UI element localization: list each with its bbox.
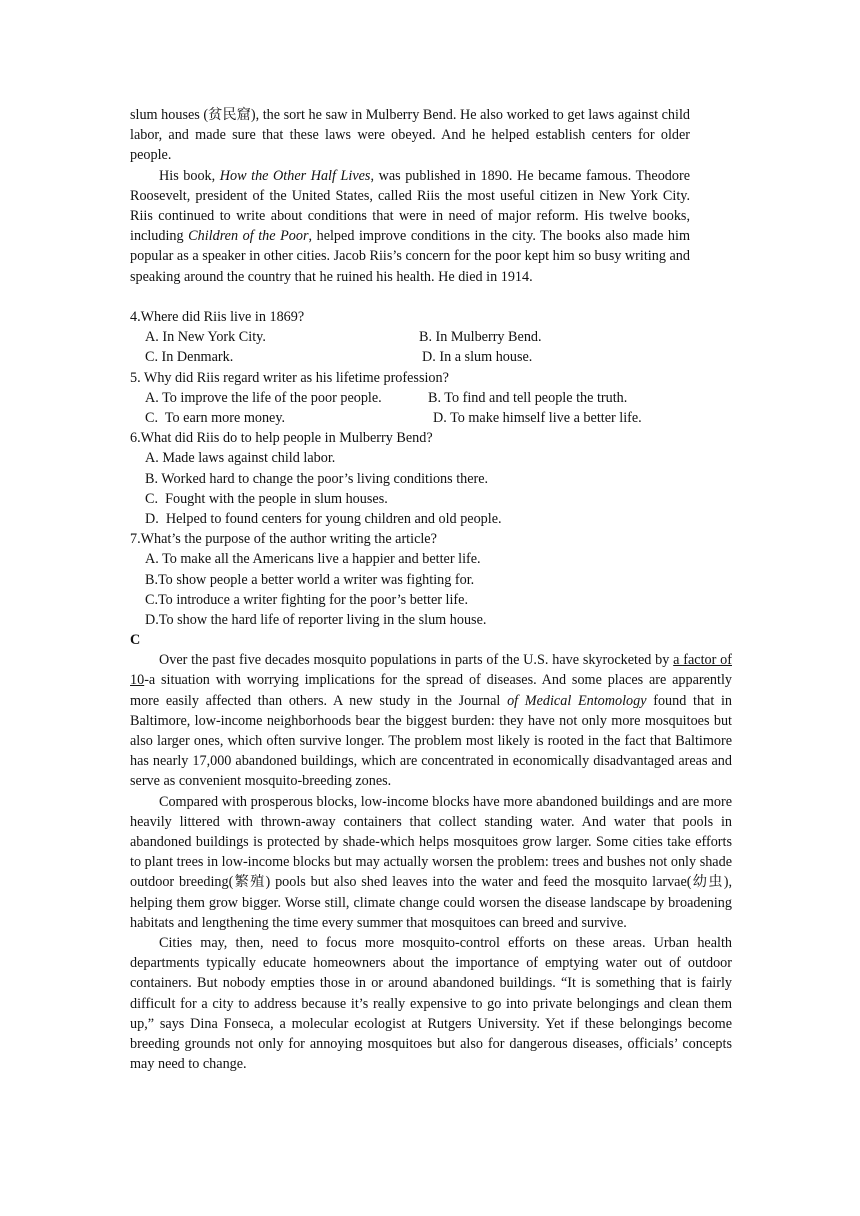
question-stem: 6.What did Riis do to help people in Mulberry Bend? bbox=[130, 430, 433, 447]
journal-title: of Medical Entomology bbox=[507, 692, 647, 709]
option-row bbox=[130, 408, 730, 428]
option[interactable]: B. Worked hard to change the poor’s living conditions there. bbox=[145, 470, 489, 487]
option[interactable]: D. In a slum house. bbox=[422, 349, 533, 366]
option[interactable]: B.To show people a better world a writer was fighting for. bbox=[145, 571, 475, 588]
paragraph: Compared with prosperous blocks, low-income blocks have more abandoned buildings and are more heavily littered with thrown-away containers that collect standing water. And water that pools in abandoned buildings is protected by shade-which helps mosquitoes grow larger. Some cities take efforts to plant trees in low-income blocks but may actually worsen the problem: trees and bushes not only shade outdoor breeding(繁殖) pools but also shed leaves into the water and feed the mosquito larvae(幼虫), helping them grow bigger. Worse still, climate change could worsen the disease landscape by broadening habitats and lengthening the time every summer that mosquitoes can breed and survive. bbox=[130, 793, 732, 931]
option[interactable]: B. In Mulberry Bend. bbox=[419, 329, 542, 346]
paragraph: slum houses (贫民窟), the sort he saw in Mulberry Bend. He also worked to get laws against child labor, and made sure that these laws were obeyed. And he helped establish centers for older people. bbox=[130, 107, 690, 164]
option[interactable]: A. To make all the Americans live a happier and better life. bbox=[145, 551, 481, 568]
option-row bbox=[130, 327, 730, 347]
question-stem: 4.Where did Riis live in 1869? bbox=[130, 309, 305, 325]
option[interactable]: C. Fought with the people in slum houses. bbox=[145, 490, 388, 507]
option[interactable]: A. In New York City. bbox=[145, 329, 266, 346]
option[interactable]: A. To improve the life of the poor people. bbox=[145, 389, 382, 406]
option-row bbox=[130, 347, 730, 367]
text-run: Over the past five decades mosquito populations in parts of the U.S. have skyrocketed by bbox=[159, 652, 674, 669]
book-title: How the Other Half Lives bbox=[219, 167, 371, 184]
text-run: His book, bbox=[159, 167, 220, 184]
option[interactable]: C.To introduce a writer fighting for the poor’s better life. bbox=[145, 591, 468, 608]
option-row bbox=[130, 388, 730, 408]
option[interactable]: B. To find and tell people the truth. bbox=[428, 389, 628, 406]
text-run: found that in Baltimore, low-income neighborhoods bear the biggest burden: they have not only more mosquitoes but also larger ones, which often survive longer. The problem most likely is rooted in the fact that Baltimore has nearly 17,000 abandoned buildings, which are concentrated in economically disadvantaged areas and serve as convenient mosquito-breeding zones. bbox=[130, 692, 733, 790]
option[interactable]: C. To earn more money. bbox=[145, 410, 286, 427]
section-heading: C bbox=[130, 632, 141, 648]
option[interactable]: D.To show the hard life of reporter living in the slum house. bbox=[145, 612, 487, 629]
option[interactable]: A. Made laws against child labor. bbox=[145, 450, 336, 467]
option[interactable]: C. In Denmark. bbox=[145, 349, 234, 366]
question-stem: 5. Why did Riis regard writer as his lifetime profession? bbox=[130, 369, 449, 386]
text-run: -a situation with worrying implications for the spread of diseases. And some places are apparently more easily affected than others. A new study in the Journal bbox=[130, 672, 732, 709]
paragraph bbox=[130, 166, 690, 287]
option[interactable]: D. Helped to found centers for young children and old people. bbox=[145, 511, 502, 528]
option[interactable]: D. To make himself live a better life. bbox=[433, 410, 642, 427]
question-stem: 7.What’s the purpose of the author writing the article? bbox=[130, 531, 437, 548]
text-run: , helped improve conditions in the city. The books also made him popular as a speaker in other cities. Jacob Riis’s concern for the poor kept him so busy writing and speaking around the country that he ruined his health. He died in 1914. bbox=[130, 228, 690, 285]
passage-b-continuation bbox=[130, 105, 690, 287]
text-run: , was published in 1890. He became famous. Theodore Roosevelt, president of the United States, called Riis the most useful citizen in New York City. Riis continued to write about conditions that were in need of major reform. His twelve books, including bbox=[130, 167, 691, 245]
questions-block bbox=[130, 307, 730, 630]
book-title: Children of the Poor bbox=[188, 228, 309, 245]
paragraph bbox=[130, 650, 732, 791]
passage-c bbox=[130, 630, 732, 1074]
underlined-phrase: a factor of 10 bbox=[130, 652, 732, 689]
paragraph: Cities may, then, need to focus more mosquito-control efforts on these areas. Urban health departments typically educate homeowners about the importance of emptying water out of outdoor containers. But nobody empties those in or around abandoned buildings. “It is something that is fairly difficult for a city to address because it’s really expensive to go into private belongings and clean them up,” says Dina Fonseca, a molecular ecologist at Rutgers University. Yet if these belongings become breeding grounds not only for annoying mosquitoes but also for dangerous diseases, officials’ concepts may need to change. bbox=[130, 935, 732, 1073]
